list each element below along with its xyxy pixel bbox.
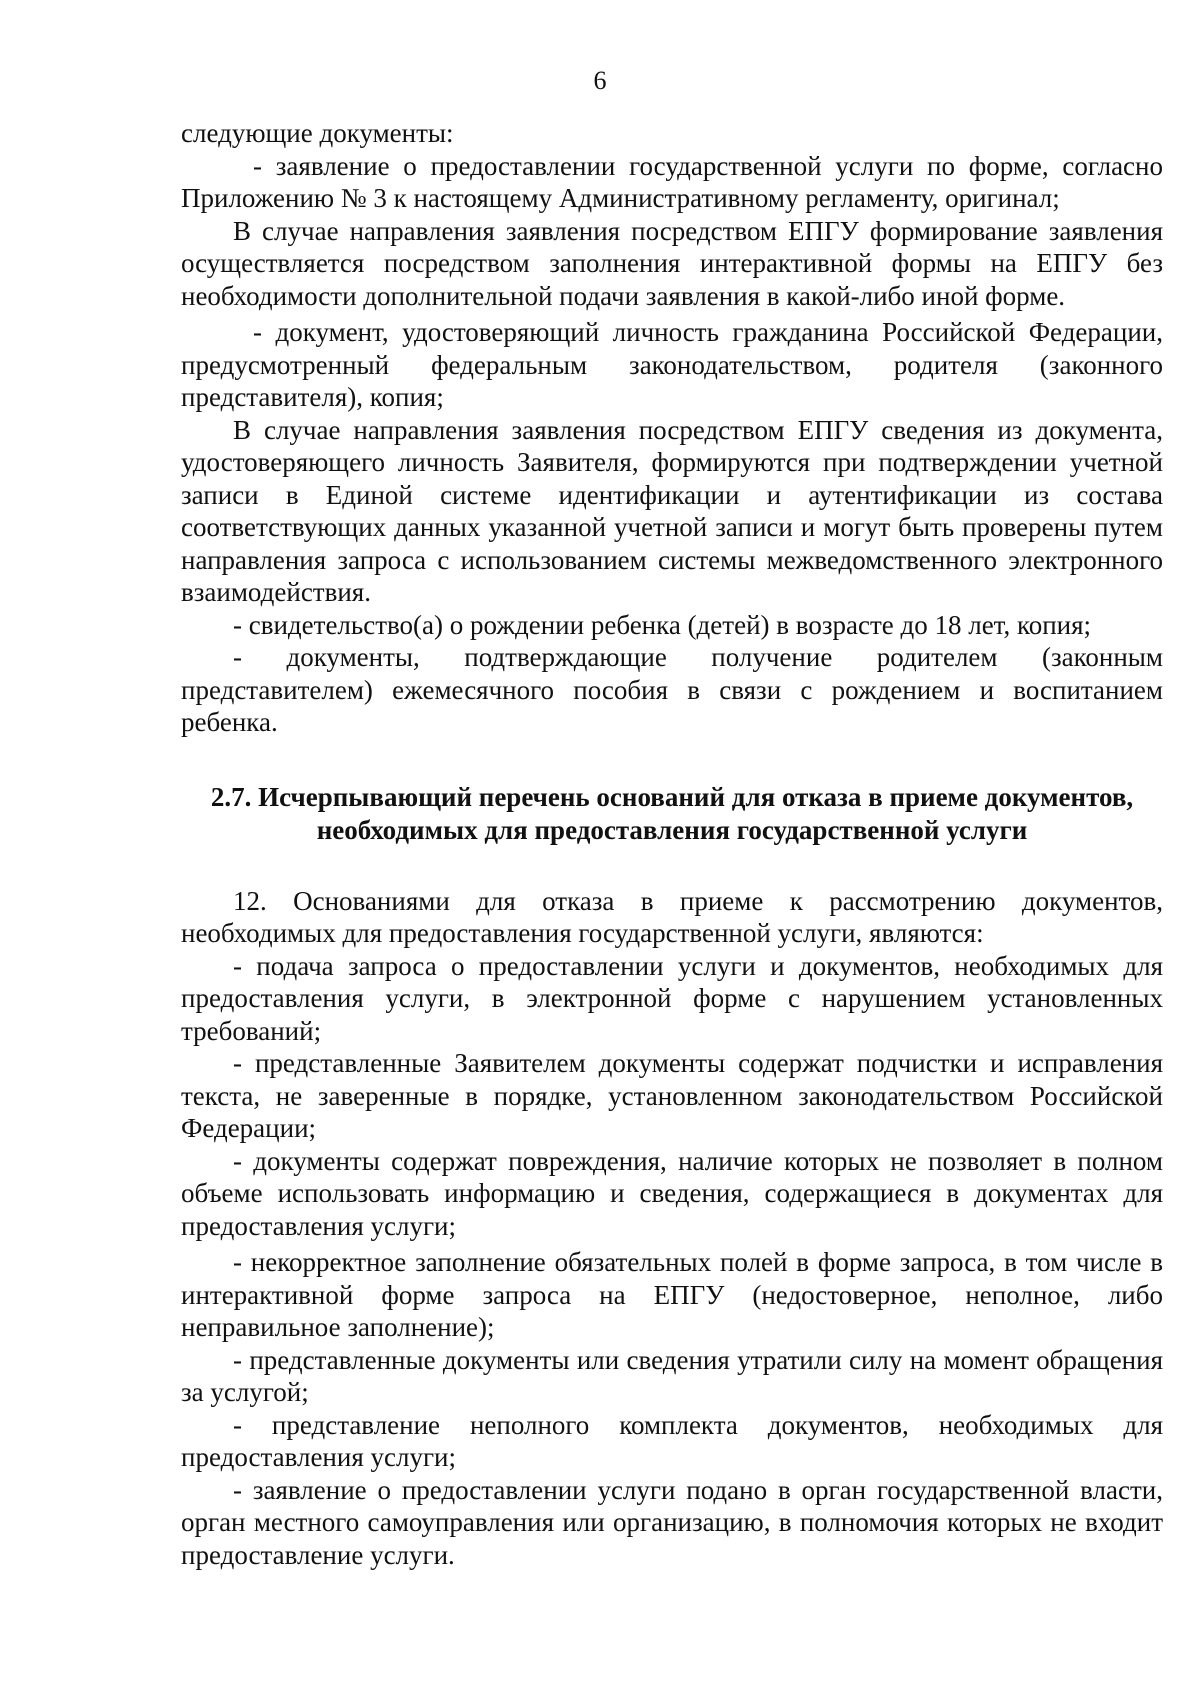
paragraph: В случае направления заявления посредством ЕПГУ сведения из документа, удостоверяющего личность Заявителя, формируются при подтверждении учетной записи в Единой системе идентификации и аутентификации из состава соответствующих данных указанной учетной записи и могут быть проверены путем направления запроса с использованием системы межведомственного электронного взаимодействия. xyxy=(181,414,1163,607)
document-body xyxy=(181,117,1163,1571)
paragraph: - представление неполного комплекта документов, необходимых для предоставления услуги; xyxy=(181,1409,1163,1472)
paragraph: - заявление о предоставлении услуги подано в орган государственной власти, орган местного самоуправления или организацию, в полномочия которых не входит предоставление услуги. xyxy=(181,1474,1163,1570)
page-number: 6 xyxy=(593,66,607,95)
lead-line: следующие документы: xyxy=(181,118,454,148)
paragraph: - некорректное заполнение обязательных полей в форме запроса, в том числе в интерактивной форме запроса на ЕПГУ (недостоверное, неполное, либо неправильное заполнение); xyxy=(181,1247,1163,1342)
paragraph: - документы содержат повреждения, наличие которых не позволяет в полном объеме использовать информацию и сведения, содержащиеся в документах для предоставления услуги; xyxy=(181,1145,1163,1241)
paragraph: - документ, удостоверяющий личность гражданина Российской Федерации, предусмотренный федеральным законодательством, родителя (законного представителя), копия; xyxy=(181,317,1163,412)
paragraph: 12. Основаниями для отказа в приеме к рассмотрению документов, необходимых для предоставления государственной услуги, являются: xyxy=(181,885,1163,948)
paragraph: - представленные Заявителем документы содержат подчистки и исправления текста, не заверенные в порядке, установленном законодательством Российской Федерации; xyxy=(181,1048,1163,1143)
paragraph: - документы, подтверждающие получение родителем (законным представителем) ежемесячного пособия в связи с рождением и воспитанием ребенка. xyxy=(181,642,1163,737)
paragraph: - свидетельство(а) о рождении ребенка (детей) в возрасте до 18 лет, копия; xyxy=(233,609,1092,640)
paragraph: В случае направления заявления посредством ЕПГУ формирование заявления осуществляется посредством заполнения интерактивной формы на ЕПГУ без необходимости дополнительной подачи заявления в какой-либо иной форме. xyxy=(181,215,1163,311)
paragraph: - заявление о предоставлении государственной услуги по форме, согласно Приложению № 3 к настоящему Административному регламенту, оригинал; xyxy=(181,150,1163,213)
section-heading: 2.7. Исчерпывающий перечень оснований для отказа в приеме документов, необходимых для предоставления государственной услуги xyxy=(210,781,1134,845)
paragraph: - подача запроса о предоставлении услуги и документов, необходимых для предоставления услуги, в электронной форме с нарушением установленных требований; xyxy=(181,950,1163,1046)
paragraph: - представленные документы или сведения утратили силу на момент обращения за услугой; xyxy=(181,1344,1163,1407)
